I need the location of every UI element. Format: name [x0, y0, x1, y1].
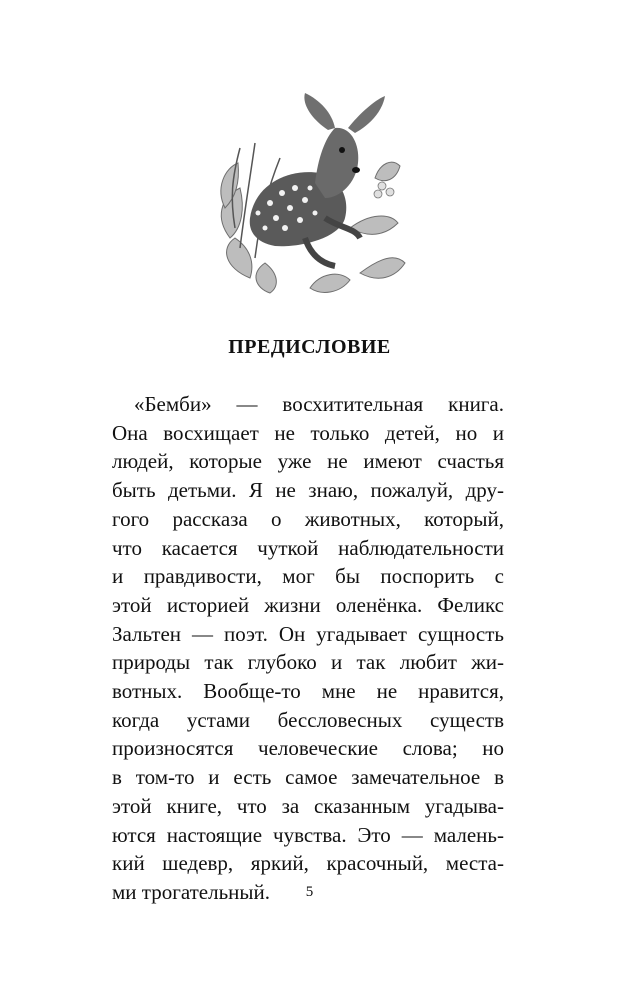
text-line: «Бемби» — восхитительная книга.: [134, 392, 504, 416]
text-line: что касается чуткой наблюдательности: [112, 535, 504, 560]
text-line: кий шедевр, яркий, красочный, места-: [112, 851, 504, 876]
text-line: и правдивости, мог бы поспорить с: [112, 564, 504, 589]
text-line: ются настоящие чувства. Это — малень-: [112, 822, 504, 847]
text-line: вотных. Вообще-то мне не нравится,: [112, 679, 504, 704]
fawn-illustration: [210, 88, 410, 303]
text-line: в том-то и есть самое замечательное в: [112, 765, 504, 790]
text-line: произносятся человеческие слова; но: [112, 736, 504, 761]
text-line: природы так глубоко и так любит жи-: [112, 650, 504, 675]
body-text: [112, 390, 504, 907]
text-line: этой историей жизни оленёнка. Феликс: [112, 592, 504, 617]
text-line: ми трогательный.: [112, 879, 270, 904]
chapter-heading: ПРЕДИСЛОВИЕ: [228, 336, 391, 358]
text-line: Зальтен — поэт. Он угадывает сущность: [112, 621, 504, 646]
page-number: 5: [305, 884, 314, 900]
text-line: Она восхищает не только детей, но и: [112, 420, 504, 445]
text-line: гого рассказа о животных, который,: [112, 506, 504, 531]
text-line: когда устами бессловесных существ: [112, 707, 504, 732]
text-line: людей, которые уже не имеют счастья: [112, 449, 504, 474]
text-line: этой книге, что за сказанным угадыва-: [112, 793, 504, 818]
text-line: быть детьми. Я не знаю, пожалуй, дру-: [112, 478, 504, 503]
